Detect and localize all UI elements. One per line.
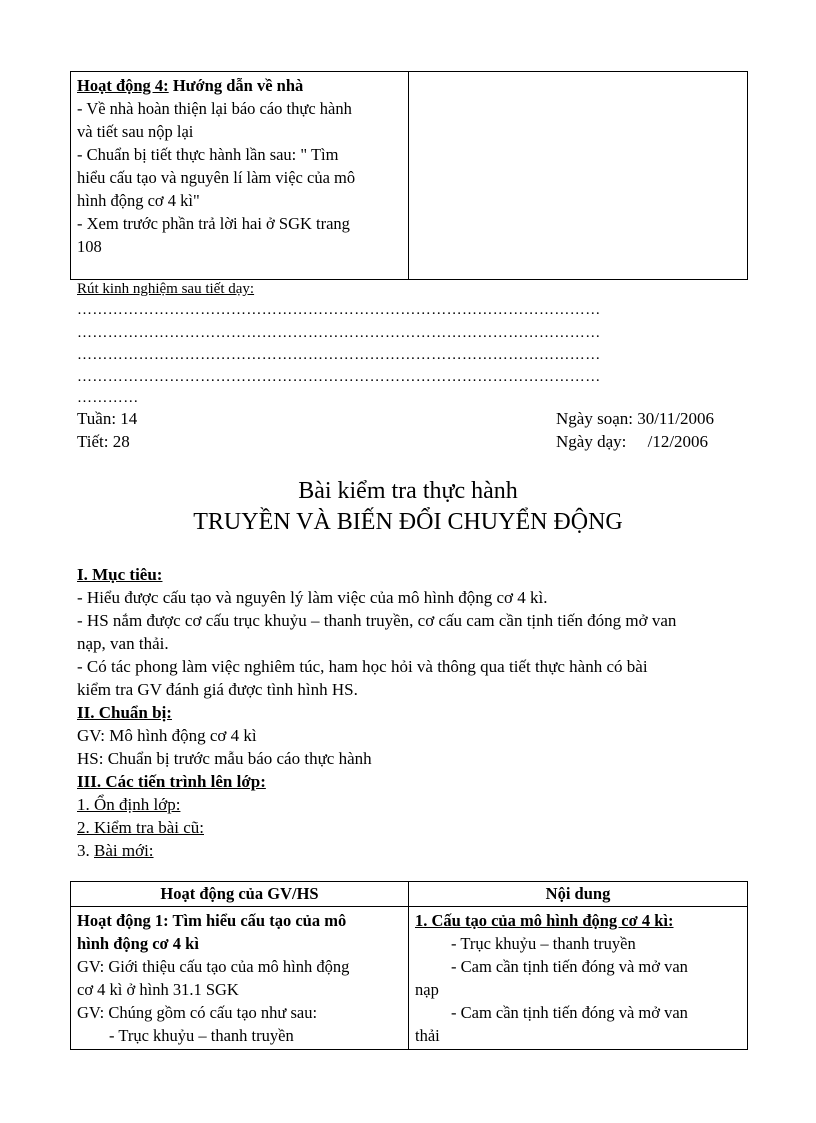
content-cell xyxy=(409,907,748,1050)
procedure-step: 3. Bài mới: xyxy=(77,841,154,860)
dotted-line: ………… xyxy=(77,390,139,406)
date-taught: Ngày dạy: /12/2006 xyxy=(556,432,709,451)
activity4-line: 108 xyxy=(77,237,102,256)
activity4-line: - Về nhà hoàn thiện lại báo cáo thực hành xyxy=(77,99,352,118)
objectives-heading: I. Mục tiêu: xyxy=(77,565,163,584)
activity1-line: - Trục khuỷu – thanh truyền xyxy=(109,1026,294,1045)
lesson-title: Bài kiểm tra thực hành xyxy=(298,478,518,504)
objective-line: nạp, van thải. xyxy=(77,634,169,653)
activity4-table xyxy=(70,71,748,280)
content-line: - Cam cần tịnh tiến đóng và mở van xyxy=(451,1003,688,1022)
objective-line: kiểm tra GV đánh giá được tình hình HS. xyxy=(77,680,358,699)
activity4-content-cell xyxy=(409,72,748,280)
preparation-line: GV: Mô hình động cơ 4 kì xyxy=(77,726,257,745)
activity4-line: hiểu cấu tạo và nguyên lí làm việc của mô xyxy=(77,168,356,187)
experience-label: Rút kinh nghiệm sau tiết dạy: xyxy=(77,281,255,297)
activity1-heading: hình động cơ 4 kì xyxy=(77,934,199,953)
objective-line: - HS nắm được cơ cấu trục khuỷu – thanh truyền, cơ cấu cam cần tịnh tiến đóng mở van xyxy=(77,611,677,630)
dotted-line: ………………………………………………………………………………………… xyxy=(77,325,601,341)
date-prepared: Ngày soạn: 30/11/2006 xyxy=(556,409,715,428)
activity4-line: - Chuẩn bị tiết thực hành lần sau: " Tìm xyxy=(77,145,339,164)
preparation-heading: II. Chuẩn bị: xyxy=(77,703,172,722)
lesson-subtitle: TRUYỀN VÀ BIẾN ĐỔI CHUYỂN ĐỘNG xyxy=(193,509,623,535)
activity4-line: - Xem trước phần trả lời hai ở SGK trang xyxy=(77,214,350,233)
objective-line: - Hiểu được cấu tạo và nguyên lý làm việc của mô hình động cơ 4 kì. xyxy=(77,588,548,607)
dotted-line: ………………………………………………………………………………………… xyxy=(77,302,601,318)
activities-cell xyxy=(71,907,409,1050)
activity1-heading: Hoạt động 1: Tìm hiểu cấu tạo của mô xyxy=(77,911,347,930)
week-label: Tuần: 14 xyxy=(77,409,138,428)
activity-table xyxy=(70,881,748,1050)
activity1-line: GV: Giới thiệu cấu tạo của mô hình động xyxy=(77,957,350,976)
content-line: nạp xyxy=(415,980,439,999)
activity4-line: và tiết sau nộp lại xyxy=(77,122,194,141)
period-label: Tiết: 28 xyxy=(77,432,130,451)
content-heading: 1. Cấu tạo của mô hình động cơ 4 kì: xyxy=(415,911,674,930)
dotted-line: ………………………………………………………………………………………… xyxy=(77,347,601,363)
activity1-line: cơ 4 kì ở hình 31.1 SGK xyxy=(77,980,239,999)
procedure-heading: III. Các tiến trình lên lớp: xyxy=(77,772,266,791)
content-line: thải xyxy=(415,1026,440,1045)
activity1-line: GV: Chúng gồm có cấu tạo như sau: xyxy=(77,1003,318,1022)
dotted-line: ………………………………………………………………………………………… xyxy=(77,369,601,385)
content-line: - Trục khuỷu – thanh truyền xyxy=(451,934,636,953)
column-header-activities: Hoạt động của GV/HS xyxy=(71,882,409,907)
activity4-cell xyxy=(71,72,409,280)
procedure-step: 2. Kiểm tra bài cũ: xyxy=(77,818,204,837)
lesson-body xyxy=(77,563,747,862)
column-header-content: Nội dung xyxy=(409,882,748,907)
objective-line: - Có tác phong làm việc nghiêm túc, ham học hỏi và thông qua tiết thực hành có bài xyxy=(77,657,648,676)
procedure-step: 1. Ổn định lớp: xyxy=(77,795,181,814)
activity4-heading: Hoạt động 4: Hướng dẫn về nhà xyxy=(77,76,304,95)
activity4-line: hình động cơ 4 kì" xyxy=(77,191,200,210)
preparation-line: HS: Chuẩn bị trước mẫu báo cáo thực hành xyxy=(77,749,372,768)
content-line: - Cam cần tịnh tiến đóng và mở van xyxy=(451,957,688,976)
